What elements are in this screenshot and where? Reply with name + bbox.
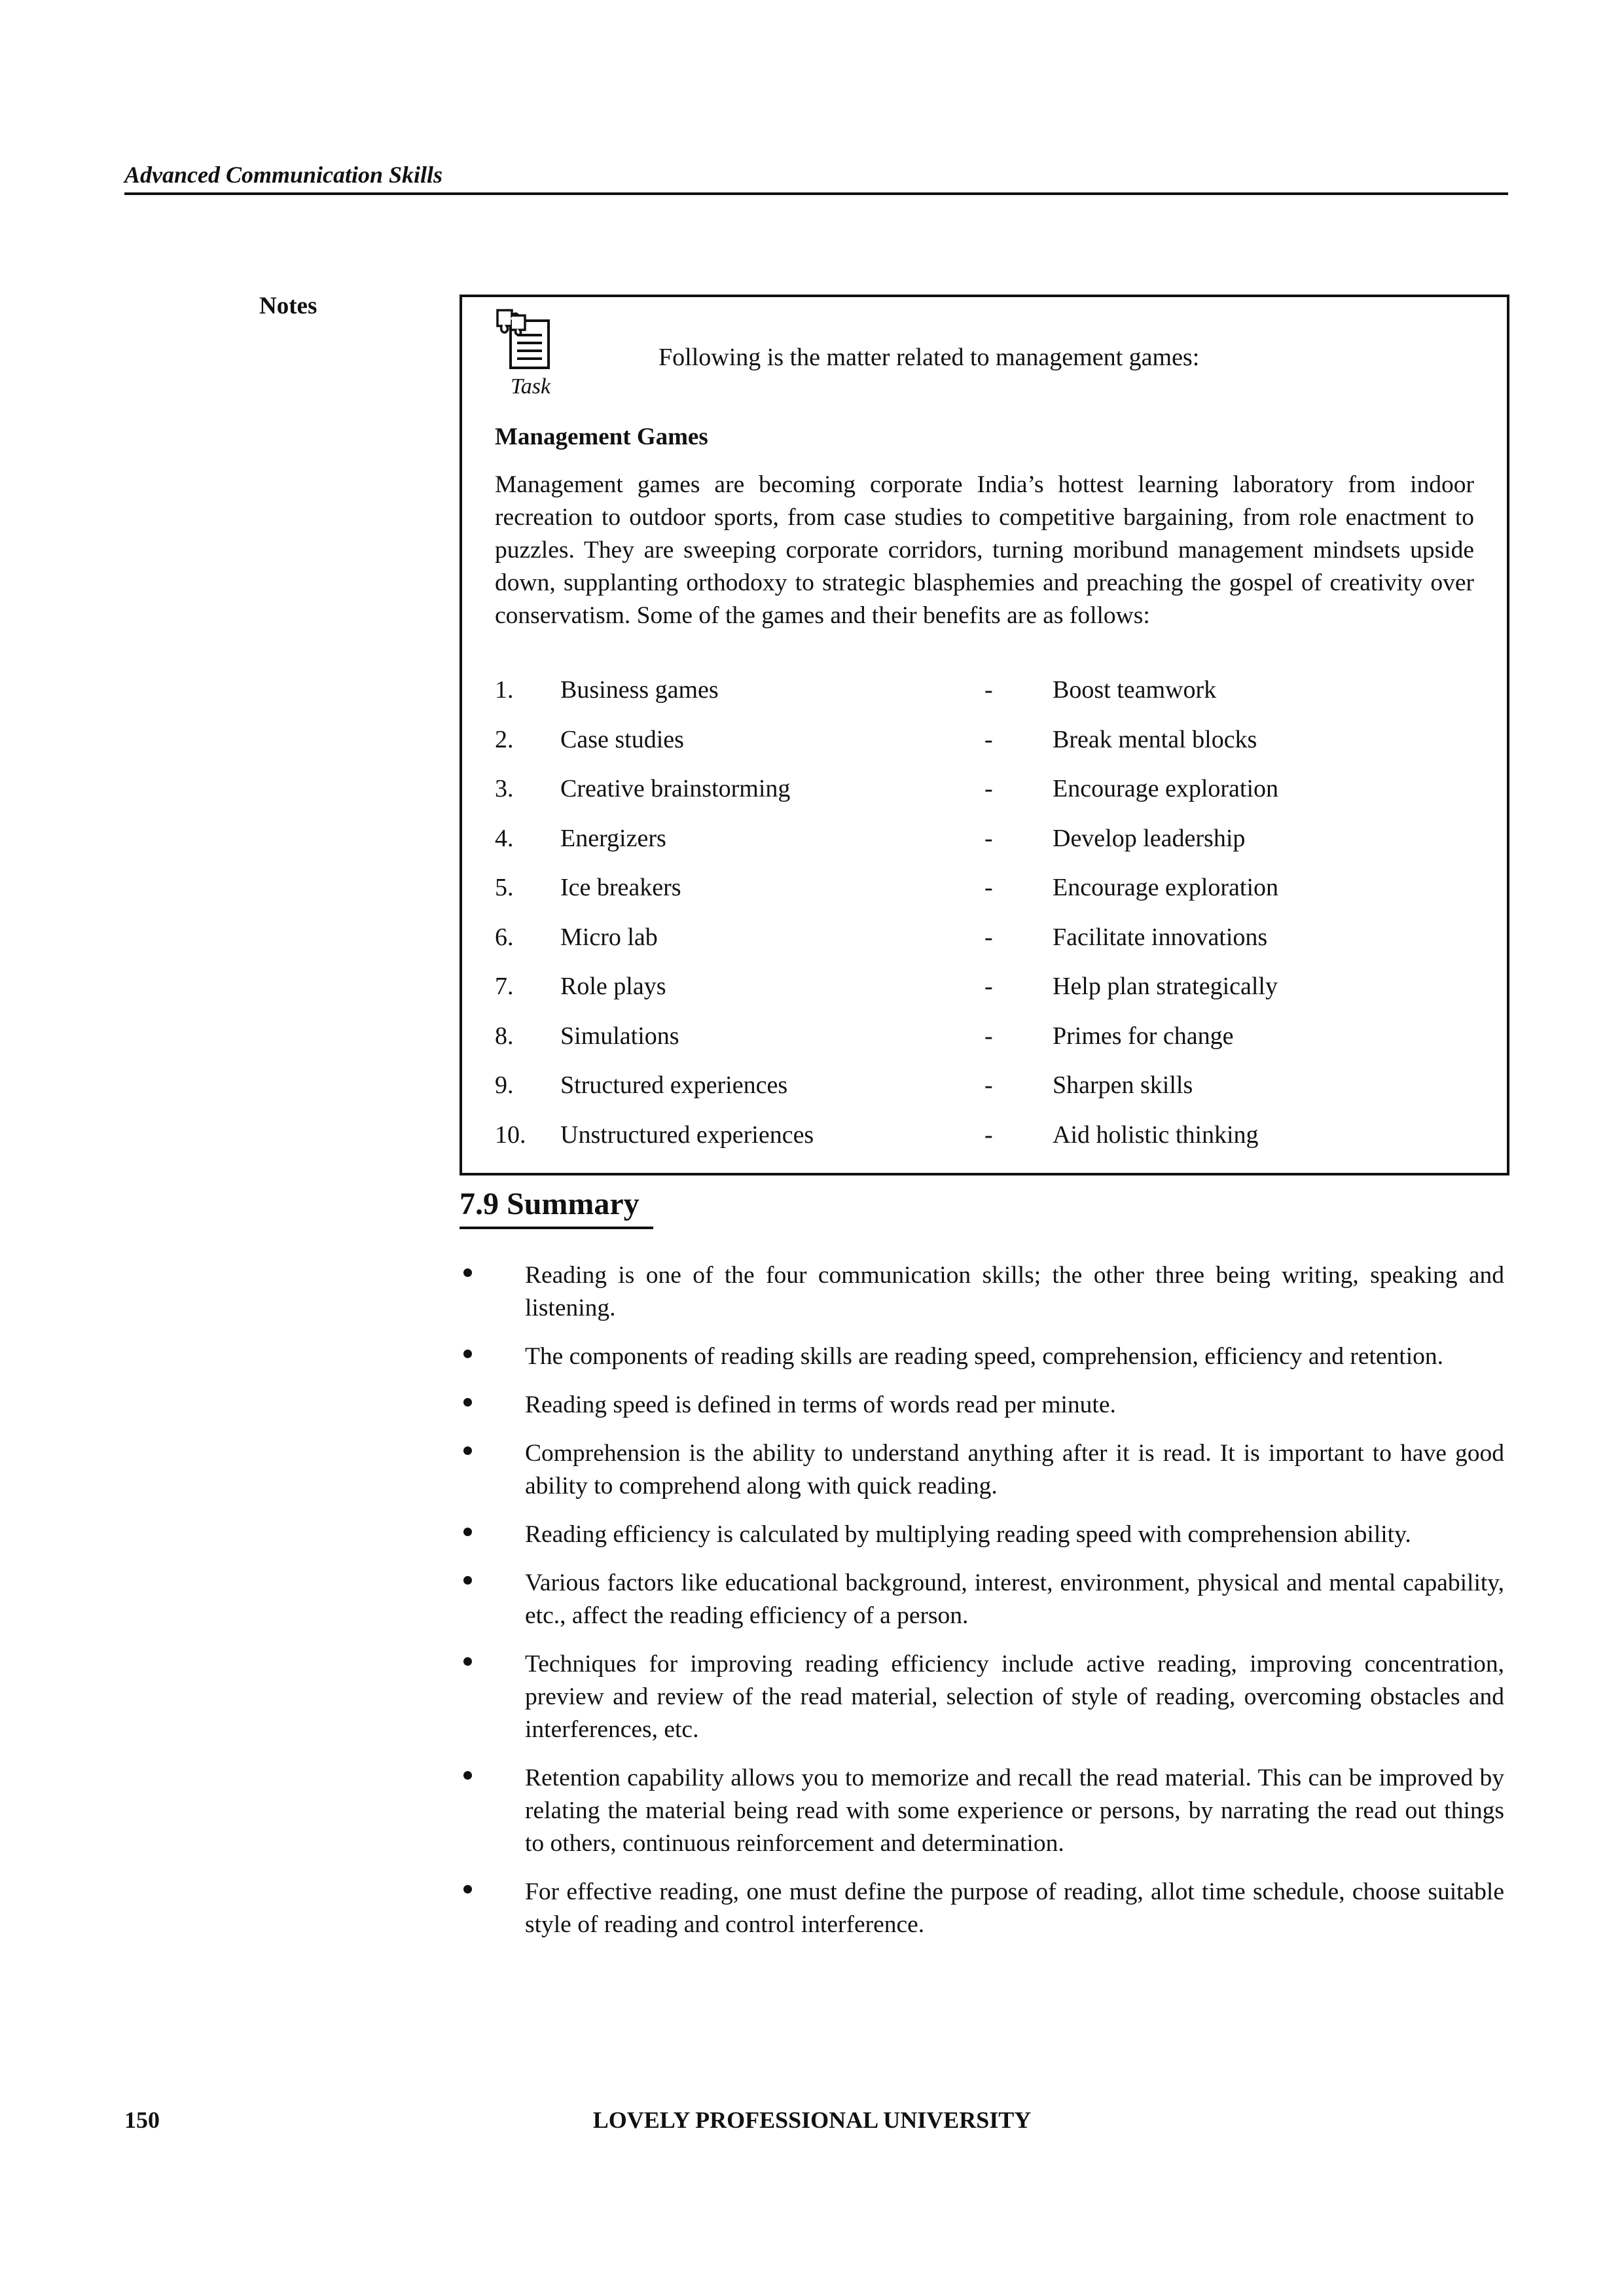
summary-item (460, 1340, 1504, 1373)
game-row (495, 725, 1477, 775)
bullet-icon (463, 1350, 472, 1358)
summary-text: Techniques for improving reading efficiency include active reading, improving concentration, preview and review of the read material, selection of style of reading, overcoming obstacles and interferences, etc. (525, 1651, 1504, 1743)
games-list (495, 675, 1477, 1170)
notes-margin-label: Notes (259, 293, 317, 319)
bullet-icon (463, 1885, 472, 1893)
game-name: Energizers (560, 824, 666, 852)
summary-heading: 7.9 Summary (460, 1187, 640, 1221)
bullet-icon (463, 1398, 472, 1407)
game-number: 6. (495, 923, 514, 951)
game-benefit: Help plan strategically (1053, 973, 1278, 1000)
summary-underline (460, 1227, 653, 1229)
game-name: Micro lab (560, 923, 658, 951)
bullet-icon (463, 1771, 472, 1780)
page-number: 150 (124, 2107, 160, 2133)
game-number: 1. (495, 676, 514, 704)
management-games-heading: Management Games (495, 423, 708, 450)
game-row (495, 1022, 1477, 1071)
game-benefit: Break mental blocks (1053, 725, 1257, 753)
summary-text: Comprehension is the ability to understand anything after it is read. It is important to have good ability to comprehend along with quick reading. (525, 1440, 1504, 1499)
summary-item (460, 1876, 1504, 1941)
game-name: Creative brainstorming (560, 775, 791, 802)
summary-item (460, 1389, 1504, 1422)
game-number: 3. (495, 775, 514, 802)
footer-publisher: LOVELY PROFESSIONAL UNIVERSITY (592, 2107, 1032, 2133)
game-number: 7. (495, 973, 514, 1000)
task-label: Task (511, 374, 551, 399)
game-number: 9. (495, 1071, 514, 1099)
game-number: 4. (495, 824, 514, 852)
game-benefit: Encourage exploration (1053, 874, 1279, 901)
game-benefit: Facilitate innovations (1053, 923, 1268, 951)
game-number: 8. (495, 1022, 514, 1050)
game-dash: - (984, 824, 993, 852)
game-row (495, 972, 1477, 1022)
game-benefit: Encourage exploration (1053, 775, 1279, 802)
summary-text: Reading speed is defined in terms of words read per minute. (525, 1391, 1116, 1418)
game-benefit: Develop leadership (1053, 824, 1246, 852)
summary-text: Various factors like educational background, interest, environment, physical and mental capability, etc., affect the reading efficiency of a person. (525, 1570, 1504, 1629)
game-row (495, 1121, 1477, 1170)
game-benefit: Sharpen skills (1053, 1071, 1193, 1099)
game-row (495, 873, 1477, 923)
bullet-icon (463, 1528, 472, 1536)
game-row (495, 1071, 1477, 1121)
summary-item (460, 1567, 1504, 1632)
game-name: Role plays (560, 973, 666, 1000)
bullet-icon (463, 1657, 472, 1666)
game-number: 10. (495, 1121, 526, 1149)
game-name: Business games (560, 676, 719, 704)
summary-item (460, 1437, 1504, 1503)
game-name: Unstructured experiences (560, 1121, 814, 1149)
summary-item (460, 1762, 1504, 1860)
summary-text: Retention capability allows you to memorize and recall the read material. This can be improved by relating the material being read with some experience or persons, by narrating the read out things to others, continuous reinforcement and determination. (525, 1765, 1504, 1857)
game-benefit: Boost teamwork (1053, 676, 1217, 704)
header-rule (124, 192, 1508, 195)
summary-text: For effective reading, one must define the purpose of reading, allot time schedule, choose suitable style of reading and control interference. (525, 1878, 1504, 1938)
task-intro: Following is the matter related to management games: (659, 344, 1200, 371)
game-dash: - (984, 973, 993, 1000)
game-dash: - (984, 725, 993, 753)
game-benefit: Primes for change (1053, 1022, 1234, 1050)
game-dash: - (984, 1022, 993, 1050)
summary-item (460, 1259, 1504, 1325)
game-dash: - (984, 676, 993, 704)
game-row (495, 774, 1477, 824)
game-name: Case studies (560, 725, 684, 753)
game-name: Simulations (560, 1022, 679, 1050)
game-row (495, 824, 1477, 874)
bullet-icon (463, 1268, 472, 1277)
game-number: 2. (495, 725, 514, 753)
game-dash: - (984, 874, 993, 901)
summary-item (460, 1648, 1504, 1746)
task-box (460, 295, 1509, 1175)
game-row (495, 923, 1477, 973)
running-header: Advanced Communication Skills (124, 162, 443, 188)
puzzle-document-icon (494, 306, 559, 372)
game-number: 5. (495, 874, 514, 901)
game-dash: - (984, 1121, 993, 1149)
summary-list (460, 1259, 1504, 1957)
summary-text: The components of reading skills are reading speed, comprehension, efficiency and retention. (525, 1343, 1443, 1370)
game-benefit: Aid holistic thinking (1053, 1121, 1259, 1149)
summary-text: Reading efficiency is calculated by multiplying reading speed with comprehension ability. (525, 1521, 1411, 1548)
management-games-paragraph: Management games are becoming corporate India’s hottest learning laboratory from indoor recreation to outdoor sports, from case studies to competitive bargaining, from role enactment to puzzles. They are sweeping corporate corridors, turning moribund management mindsets upside down, supplanting orthodoxy to strategic blasphemies and preaching the gospel of creativity over conservatism. Some of the games and their benefits are as follows: (495, 471, 1474, 629)
game-row (495, 675, 1477, 725)
bullet-icon (463, 1446, 472, 1455)
game-dash: - (984, 775, 993, 802)
game-name: Ice breakers (560, 874, 681, 901)
game-dash: - (984, 923, 993, 951)
summary-text: Reading is one of the four communication skills; the other three being writing, speaking and listening. (525, 1262, 1504, 1321)
game-dash: - (984, 1071, 993, 1099)
game-name: Structured experiences (560, 1071, 788, 1099)
bullet-icon (463, 1576, 472, 1585)
summary-item (460, 1518, 1504, 1551)
